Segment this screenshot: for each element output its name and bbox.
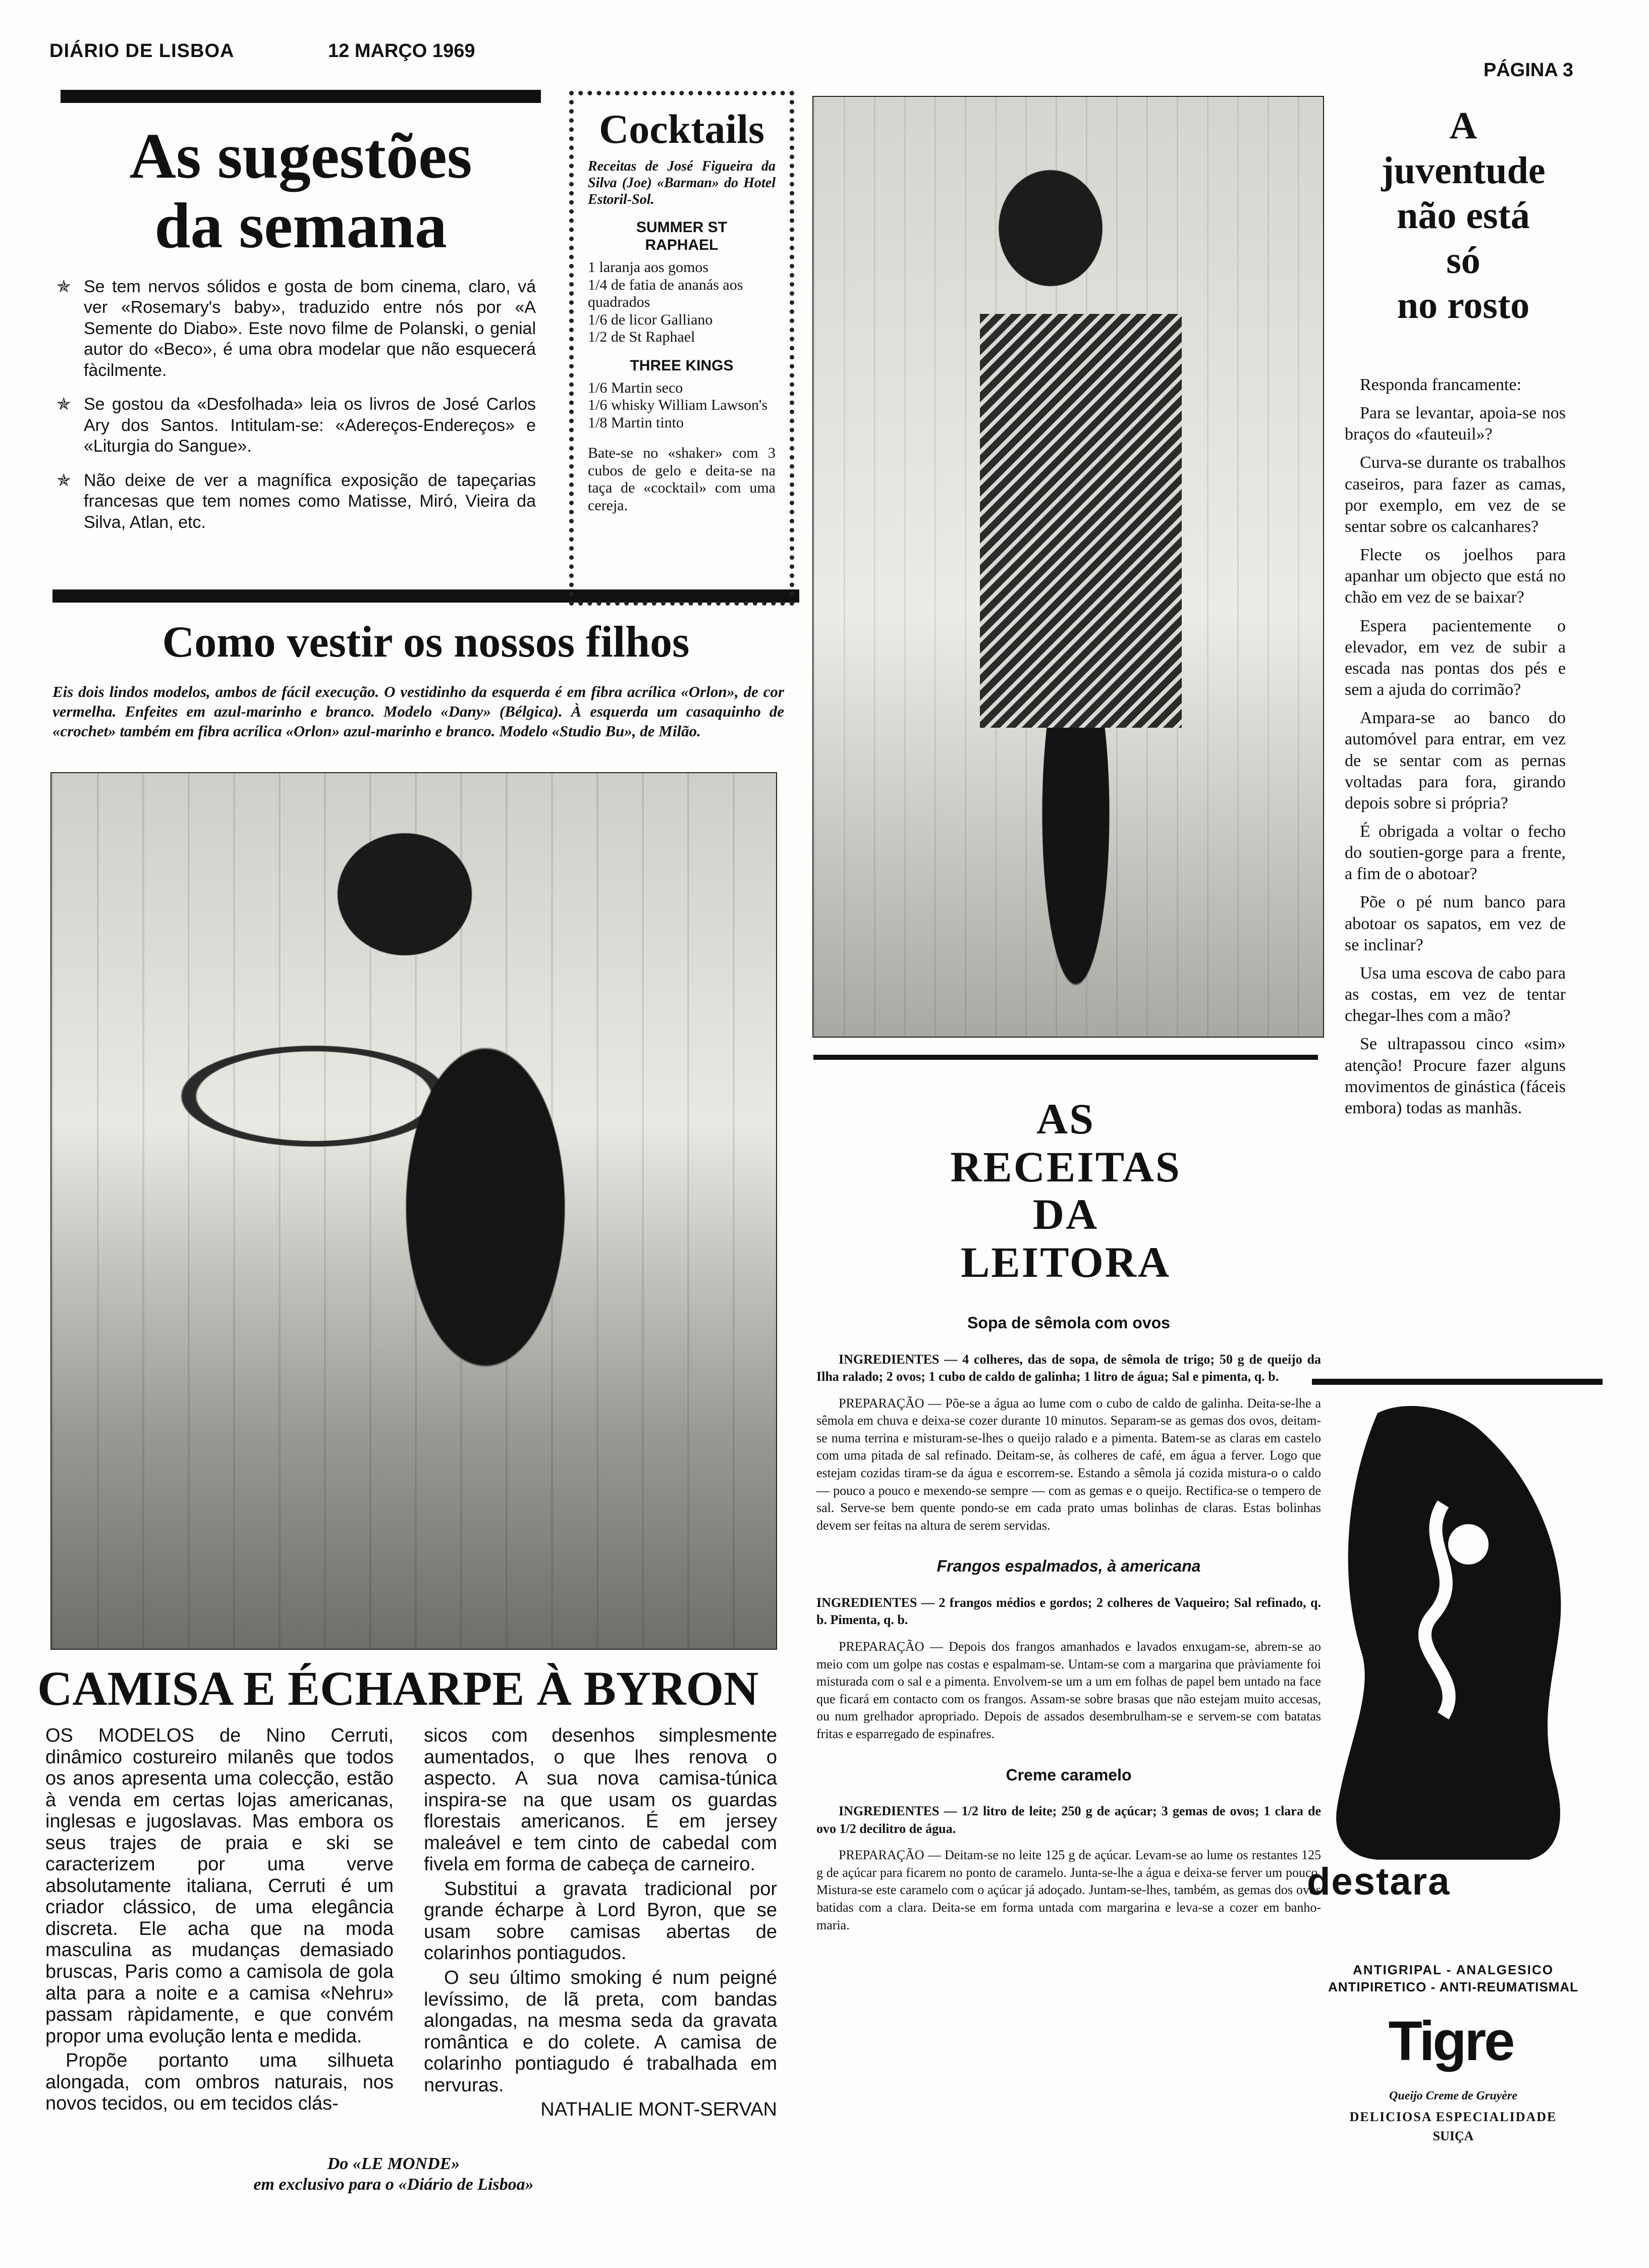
- juventude-title-line: juventude: [1381, 149, 1546, 192]
- sugestoes-top-rule: [61, 90, 541, 103]
- juventude-body: [1345, 374, 1566, 1119]
- byron-paragraph: sicos com desenhos simplesmente aumentados, o que lhes renova o aspecto. A sua nova camisa-túnica inspira-se na que usam os guardas florestais americanos. É em jersey maleável e tem cinto de cabedal com fivela em forma de cabeça de carneiro.: [424, 1725, 777, 1875]
- star-bullet-icon: ✯: [57, 395, 71, 414]
- juventude-paragraph: Se ultrapassou cinco «sim» atenção! Procure fazer alguns movimentos de ginástica (fáceis embora) todas as manhãs.: [1345, 1035, 1566, 1117]
- recipe-line: 1/6 de licor Galliano: [588, 311, 713, 328]
- recipe-line: 1/8 Martin tinto: [588, 414, 684, 431]
- masthead-page-number: PÁGINA 3: [1483, 60, 1574, 81]
- recipe-ingredients: INGREDIENTES — 4 colheres, das de sopa, de sêmola de trigo; 50 g de queijo da Ilha ralado; 2 ovos; 1 cubo de caldo de galinha; 1 litro de água; Sal e pimenta, q. b.: [816, 1352, 1321, 1384]
- recipe-preparation: PREPARAÇÃO — Deitam-se no leite 125 g de açúcar. Levam-se ao lume os restantes 125 g de açúcar para ficarem no ponto de caramelo. Junta-se-lhe a água e deixa-se ferver um pouco. Mistura-se este caramelo com o açúcar já adoçado. Juntam-se-lhes, também, as gemas dos ovos batidas com a clara. Deita-se em forma untada com margarina e leva-se a cozer em banho-maria.: [816, 1848, 1321, 1932]
- juventude-paragraph: Usa uma escova de cabo para as costas, em vez de tentar chegar-lhes com a mão?: [1345, 963, 1566, 1025]
- destara-tagline-1: ANTIGRIPAL - ANALGESICO: [1353, 1962, 1554, 1977]
- byron-column-1: [45, 1725, 394, 2115]
- byron-column-2: [424, 1725, 777, 2121]
- cocktails-box: [569, 91, 794, 606]
- recipe-title: Creme caramelo: [1006, 1765, 1132, 1784]
- juventude-paragraph: É obrigada a voltar o fecho do soutien-gorge para a frente, a fim de o abotoar?: [1345, 822, 1566, 884]
- byron-author: NATHALIE MONT-SERVAN: [540, 2099, 777, 2121]
- juventude-paragraph: Para se levantar, apoia-se nos braços do «fauteuil»?: [1345, 404, 1566, 444]
- tigre-ad: [1297, 2010, 1610, 2241]
- destara-figure-silhouette: [1336, 1406, 1561, 1860]
- recipe-line: 1/2 de St Raphael: [588, 329, 695, 346]
- vestir-title: Como vestir os nossos filhos: [162, 618, 690, 667]
- juventude-paragraph: Põe o pé num banco para abotoar os sapatos, em vez de se inclinar?: [1345, 893, 1566, 954]
- recipe-preparation: PREPARAÇÃO — Põe-se a água ao lume com o cubo de caldo de galinha. Deita-se-lhe a sêmola em chuva e deixa-se cozer durante 10 minutos. Separam-se as gemas dos ovos, deitam-se numa terrina e misturam-se-lhes o queijo ralado e a pimenta. Batem-se as claras em castelo com uma pitada de sal refinado. Deitam-se, às colheres de café, em água a ferver. Logo que estejam cozidas tiram-se da água e escorrem-se. Estando a sêmola já cozida mistura-o o caldo — pouco a pouco e mexendo-se sempre — com as gemas e o queijo. Rectifica-se o tempero de sal. Serve-se bem quente pondo-se em cada prato umas bolinhas de claras. Estas bolinhas devem ser feitas na altura de serem servidas.: [816, 1395, 1321, 1533]
- star-bullet-icon: ✯: [57, 277, 71, 296]
- sugestoes-item: [57, 277, 536, 381]
- juventude-title-line: não está: [1397, 194, 1530, 237]
- tigre-tagline-1: Queijo Creme de Gruyère: [1389, 2089, 1517, 2102]
- sugestoes-item-text: Não deixe de ver a magnífica exposição de tapeçarias francesas que tem nomes como Matisse, Miró, Vieira da Silva, Atlan, etc.: [84, 470, 536, 532]
- recipe-title: Sopa de sêmola com ovos: [967, 1314, 1170, 1332]
- tigre-tagline-3: SUIÇA: [1433, 2129, 1474, 2143]
- receitas-title: [813, 1095, 1318, 1286]
- juventude-paragraph: Responda francamente:: [1360, 375, 1522, 394]
- destara-tagline-2: ANTIPIRETICO - ANTI-REUMATISMAL: [1328, 1979, 1579, 1994]
- juventude-title-line: no rosto: [1397, 284, 1530, 327]
- juventude-title-line: A: [1449, 104, 1477, 147]
- vestir-caption: Eis dois lindos modelos, ambos de fácil execução. O vestidinho da esquerda é em fibra acrílica «Orlon», de cor vermelha. Enfeites em azul-marinho e branco. Modelo «Dany» (Bélgica). À esquerda um casaquinho de «crochet» também em fibra acrílica «Orlon» azul-marinho e branco. Modelo «Studio Bu», de Milão.: [52, 683, 784, 740]
- juventude-title: [1332, 103, 1595, 328]
- recipe-line: 1/4 de fatia de ananás aos quadrados: [588, 276, 743, 311]
- byron-paragraph: O seu último smoking é num peigné levíssimo, de lã preta, com bandas alongadas, na mesma seda da gravata romântica e do colete. A camisa de colarinho pontiagudo é trabalhada em nervuras.: [424, 1967, 777, 2096]
- byron-source-line2: em exclusivo para o «Diário de Lisboa»: [253, 2175, 534, 2194]
- recipe-summer-st-raphael-name: SUMMER ST RAPHAEL: [636, 219, 727, 253]
- juventude-paragraph: Ampara-se ao banco do automóvel para entrar, em vez de se sentar com as pernas voltadas para fora, girando depois sobre si própria?: [1345, 709, 1566, 813]
- sugestoes-item: [57, 394, 536, 457]
- sugestoes-item-text: Se tem nervos sólidos e gosta de bom cinema, claro, vá ver «Rosemary's baby», traduzido entre nós por «A Semente do Diabo». Este novo filme de Polanski, o genial autor do «Beco», é uma obra modelar que não esquecerá fàcilmente.: [84, 277, 536, 380]
- juventude-paragraph: Espera pacientemente o elevador, em vez de subir a escada nas pontas dos pés e sem a ajuda do corrimão?: [1345, 616, 1566, 699]
- byron-paragraph: OS MODELOS de Nino Cerruti, dinâmico costureiro milanês que todos os anos apresenta uma colecção, estão à venda em certas lojas americanas, inglesas e jugoslavas. Mas embora os seus trajes de praia e ski se caracterizem por uma verve absolutamente italiana, Cerruti é um criador clássico, de uma elegância discreta. Ele acha que na moda masculina as mudanças demasiado bruscas, Paris como a camisola de gola alta para a noite e a camisa «Nehru» passam ràpidamente, e que convém propor uma evolução lenta e medida.: [45, 1725, 394, 2047]
- destara-illustration: [1317, 1393, 1579, 1862]
- cocktails-title: Cocktails: [599, 106, 764, 152]
- destara-brand: destara: [1307, 1860, 1451, 1903]
- byron-title: CAMISA E ÉCHARPE À BYRON: [37, 1661, 759, 1715]
- masthead-date: 12 MARÇO 1969: [328, 40, 475, 62]
- girl-dress-photo: [812, 96, 1324, 1038]
- receitas-top-rule: [813, 1055, 1318, 1060]
- receitas-body: [816, 1312, 1321, 1934]
- tigre-tagline-2: DELICIOSA ESPECIALIDADE: [1349, 2110, 1557, 2124]
- sugestoes-item: [57, 470, 536, 533]
- ad-separator-rule: [1312, 1379, 1603, 1385]
- recipe-three-kings-lines: [588, 380, 776, 432]
- cocktails-credit: Receitas de José Figueira da Silva (Joe) «Barman» do Hotel Estoril-Sol.: [588, 158, 776, 208]
- receitas-title-line: RECEITAS: [950, 1142, 1181, 1191]
- byron-source: [151, 2154, 636, 2195]
- recipe-summer-st-raphael-lines: [588, 259, 776, 346]
- receitas-title-line: AS: [1036, 1095, 1095, 1143]
- recipe-three-kings-name: THREE KINGS: [630, 357, 734, 374]
- recipe-line: 1/6 whisky William Lawson's: [588, 397, 768, 414]
- cocktails-method: Bate-se no «shaker» com 3 cubos de gelo e deita-se na taça de «cocktail» com uma cereja.: [588, 445, 776, 514]
- recipe-title: Frangos espalmados, à americana: [937, 1557, 1201, 1576]
- recipe-ingredients: INGREDIENTES — 2 frangos médios e gordos; 2 colheres de Vaqueiro; Sal refinado, q. b. Pimenta, q. b.: [816, 1595, 1321, 1628]
- receitas-title-line: LEITORA: [960, 1237, 1171, 1286]
- sugestoes-title-line2: da semana: [154, 190, 447, 262]
- sugestoes-title: [61, 121, 541, 260]
- tigre-brand: Tigre: [1388, 2010, 1513, 2072]
- juventude-title-line: só: [1446, 239, 1480, 282]
- sugestoes-title-line1: As sugestões: [129, 120, 472, 192]
- sugestoes-list: [57, 277, 536, 533]
- masthead-paper-name: DIÁRIO DE LISBOA: [49, 40, 235, 62]
- destara-figure-highlight: [1448, 1524, 1489, 1564]
- receitas-title-line: DA: [1032, 1190, 1099, 1239]
- recipe-line: 1/6 Martin seco: [588, 379, 683, 396]
- byron-source-line1: Do «LE MONDE»: [327, 2154, 460, 2173]
- byron-paragraph: Substitui a gravata tradicional por grande écharpe à Lord Byron, que se usam sobre camisas abertas de colarinhos pontiagudos.: [424, 1878, 777, 1964]
- sugestoes-item-text: Se gostou da «Desfolhada» leia os livros de José Carlos Ary dos Santos. Intitulam-se: «Adereços-Endereços» e «Liturgia do Sangue».: [84, 395, 536, 456]
- recipe-line: 1 laranja aos gomos: [588, 259, 709, 276]
- juventude-paragraph: Flecte os joelhos para apanhar um objecto que está no chão em vez de se baixar?: [1345, 546, 1566, 607]
- recipe-ingredients: INGREDIENTES — 1/2 litro de leite; 250 g de açúcar; 3 gemas de ovos; 1 clara de ovo 1/2 decilitro de água.: [816, 1804, 1321, 1836]
- recipe-preparation: PREPARAÇÃO — Depois dos frangos amanhados e lavados enxugam-se, abrem-se ao meio com um golpe nas costas e espalmam-se. Untam-se com a margarina que pràviamente foi misturada com o sal e a pimenta. Envolvem-se um a um em folhas de papel bem untado na face que ficará em contacto com os frangos. Assam-se sobre brasas que não estejam muito accesas, ou num grelhador apropriado. Depois de assados desembrulham-se e servem-se com batatas fritas e esparregado de espinafres.: [816, 1639, 1321, 1741]
- byron-paragraph: Propõe portanto uma silhueta alongada, com ombros naturais, nos novos tecidos, ou em tecidos clás-: [45, 2050, 394, 2115]
- star-bullet-icon: ✯: [57, 470, 71, 490]
- juventude-paragraph: Curva-se durante os trabalhos caseiros, para fazer as camas, por exemplo, em vez de se sentar sobre os calcanhares?: [1345, 453, 1566, 536]
- destara-ad: [1302, 1393, 1605, 1994]
- child-chair-photo: [50, 772, 777, 1650]
